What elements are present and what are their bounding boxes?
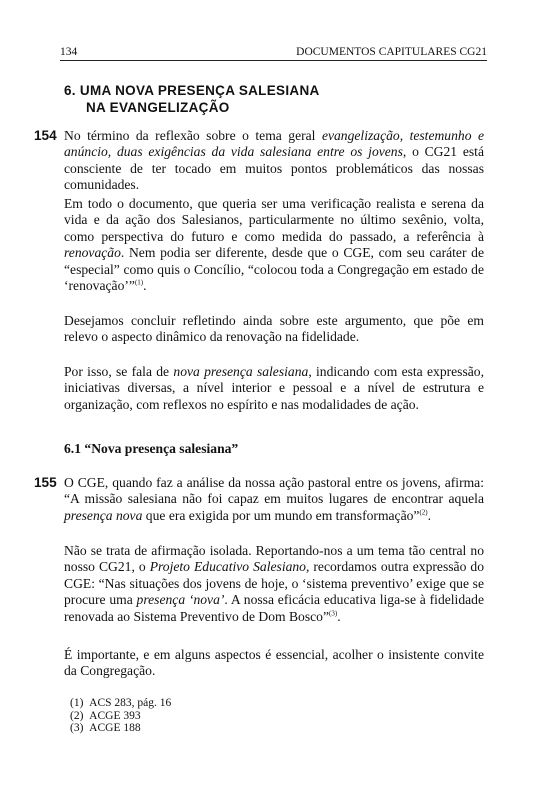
- section-title-line1: UMA NOVA PRESENÇA SALESIANA: [79, 83, 320, 98]
- italic-text-run: renovação: [64, 245, 121, 261]
- text-run: .: [143, 278, 147, 294]
- paragraph-nao-se-trata: [64, 543, 484, 625]
- section-title-line2: NA EVANGELIZAÇÃO: [86, 100, 230, 115]
- text-run: Desejamos concluir refletindo ainda sobre este argumento, que põe em relevo o aspecto dinâmico da renovação na fidelidade.: [64, 313, 484, 345]
- footnote-text: ACGE 188: [89, 722, 141, 735]
- text-run: , indicando com esta expressão, iniciativas diversas, a nível interior e pessoal e a nível de estrutura e organização, com reflexos no espírito e nas modalidades de ação.: [64, 364, 484, 412]
- text-run: Não se trata de afirmação isolada. Reportando-nos a um tema tão central no nosso CG21, o: [64, 543, 484, 575]
- footnote-3: [70, 722, 171, 735]
- text-run: É importante, e em alguns aspectos é essencial, acolher o insistente convite da Congregação.: [64, 647, 484, 679]
- text-run: , recordamos outra expressão do CGE: “Nas situações dos jovens de hoje, o ‘sistema preventivo’ exige que se procure uma: [64, 559, 484, 608]
- footnote-2: [70, 710, 171, 723]
- footnote-ref[interactable]: (3): [329, 609, 338, 618]
- footnote-marker: (2): [70, 709, 84, 722]
- text-run: No término da reflexão sobre o tema geral: [64, 128, 322, 143]
- footnote-marker: (3): [70, 722, 84, 735]
- footnote-ref[interactable]: (2): [419, 508, 428, 517]
- section-title: [64, 82, 484, 116]
- footnote-ref[interactable]: (1): [134, 278, 144, 287]
- running-title: DOCUMENTOS CAPITULARES CG21: [296, 46, 487, 58]
- footnote-marker: (1): [70, 697, 84, 709]
- paragraph-154: [64, 128, 484, 194]
- text-run: Por isso, se fala de: [64, 364, 174, 379]
- footnote-text: ACS 283, pág. 16: [89, 697, 172, 709]
- paragraph-por-isso: [64, 364, 484, 413]
- text-run: , o CG21 está consciente de ter tocado em muitos pontos problemáticos das nossas comunidades.: [64, 144, 484, 193]
- subsection-title: [64, 441, 238, 457]
- text-run: O CGE, quando faz a análise da nossa ação pastoral entre os jovens, afirma: “A missão salesiana não foi capaz em muitos lugares de encontrar aquela: [64, 475, 484, 507]
- footnote-text: ACGE 393: [89, 709, 141, 722]
- text-run: . Nem podia ser diferente, desde que o CGE, com seu caráter de “especial” como quis o Concílio, “colocou toda a Congregação em estado de ‘renovação’”: [64, 245, 484, 294]
- text-run: .: [427, 507, 432, 523]
- paragraph-155: [64, 475, 484, 524]
- subsection-heading: “Nova presença salesiana”: [84, 441, 239, 456]
- paragraph-renovacao: [64, 196, 484, 294]
- text-run: .: [337, 608, 341, 624]
- footnotes: [70, 697, 171, 735]
- text-run: Em todo o documento, que queria ser uma verificação realista e serena da vida e da ação dos Salesianos, particularmente no último sexênio, volta, como perspectiva do futuro e como medida do passado, a referência à: [64, 196, 484, 244]
- text-run: . A nossa eficácia educativa liga-se à fidelidade renovada ao Sistema Preventivo de Dom Bosco”: [64, 592, 484, 624]
- paragraph-number-155: 155: [34, 475, 57, 490]
- paragraph-importante: [64, 647, 484, 680]
- page-number: 134: [60, 46, 78, 58]
- section-number: 6.: [64, 83, 76, 98]
- subsection-number: 6.1: [64, 441, 81, 456]
- italic-text-run: nova presença salesiana: [173, 364, 309, 379]
- footnote-1: [70, 697, 171, 710]
- paragraph-number-154: 154: [34, 128, 57, 143]
- italic-text-run: Projeto Educativo Salesiano: [149, 559, 306, 575]
- italic-text-run: presença nova: [64, 507, 143, 523]
- text-run: que era exigida por um mundo em transformação”: [142, 507, 420, 523]
- italic-text-run: presença ‘nova’: [136, 592, 225, 608]
- paragraph-concluir: [64, 313, 484, 346]
- page-header: [60, 46, 487, 61]
- italic-text-run: evangelização, testemunho e anúncio, duas exigências da vida salesiana entre os jovens: [64, 128, 485, 160]
